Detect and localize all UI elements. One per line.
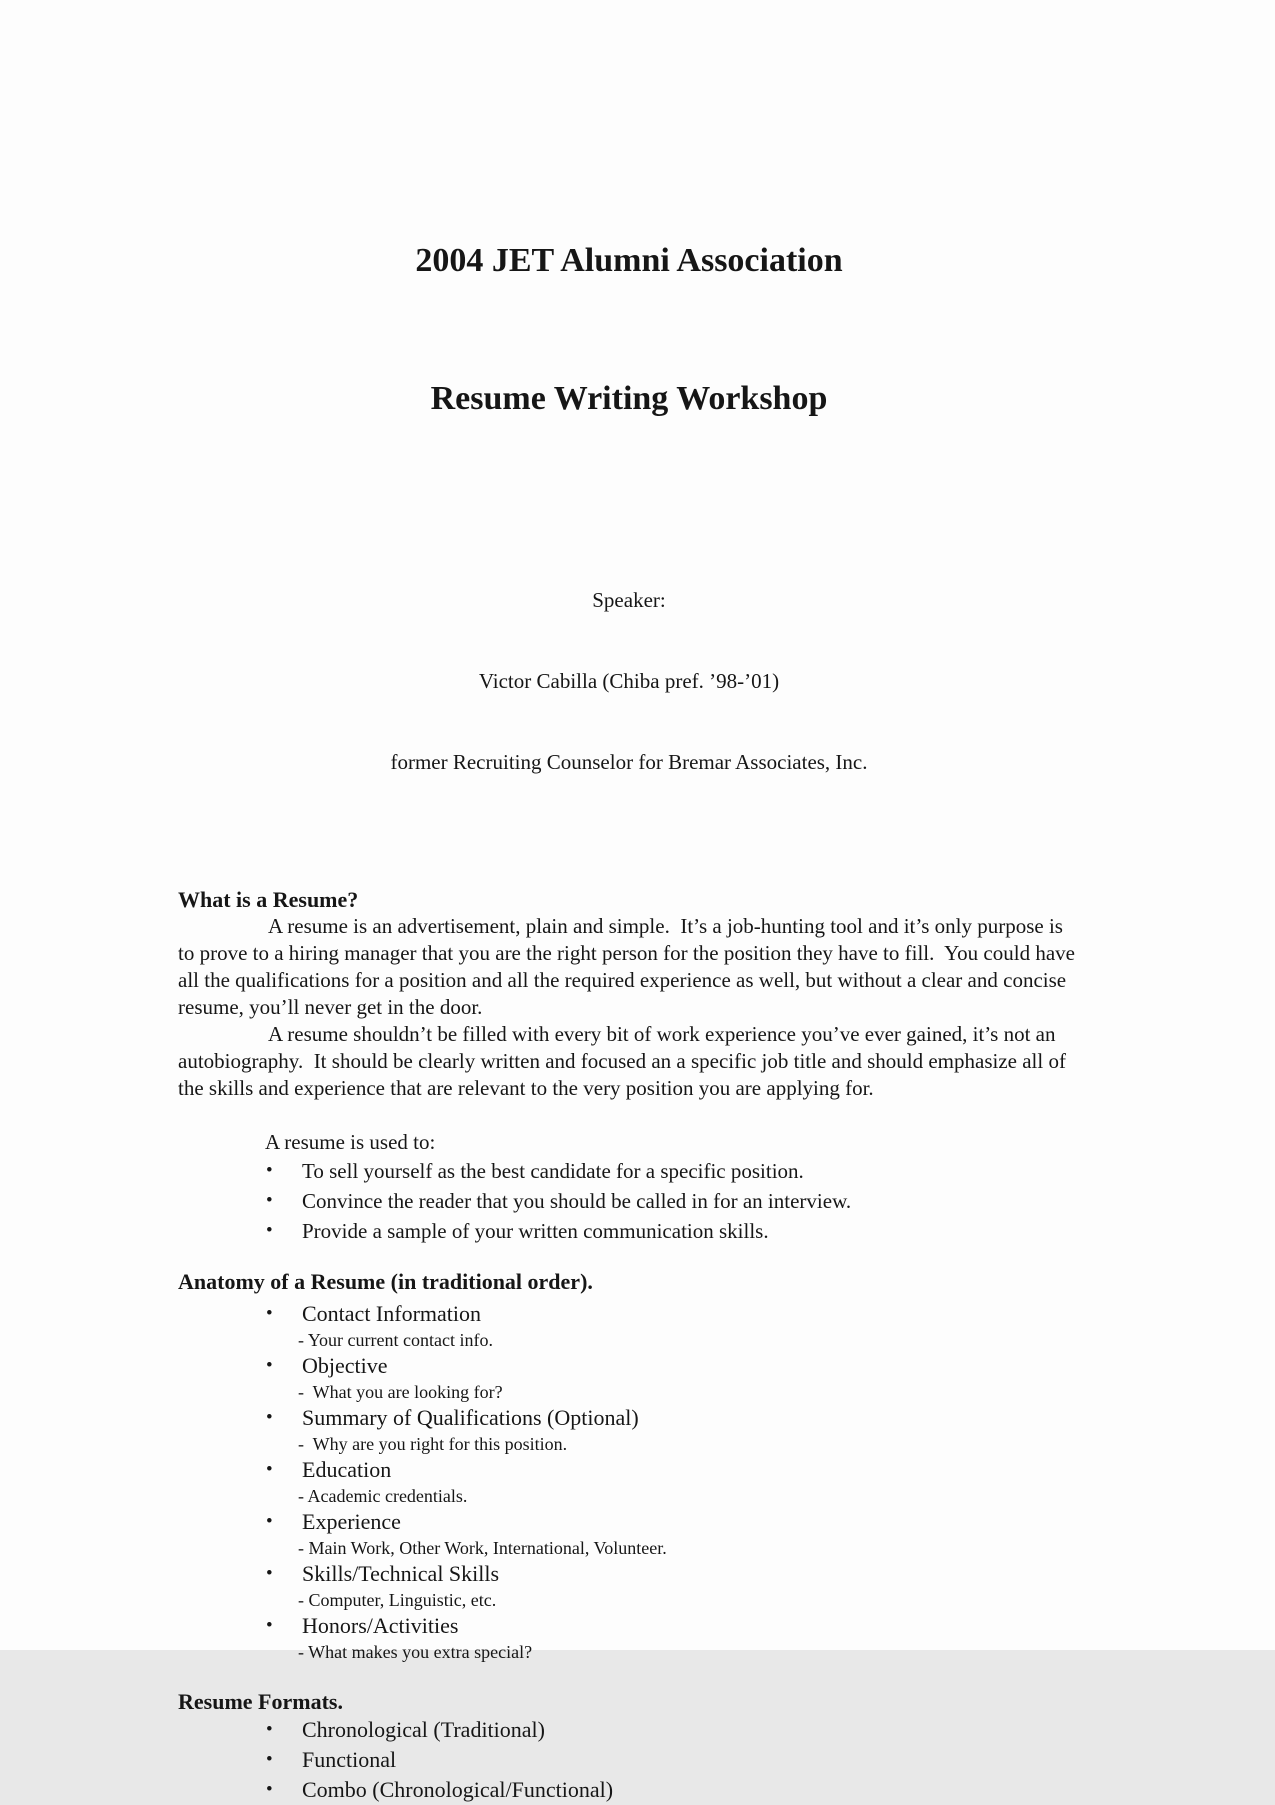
list-item — [178, 1186, 1080, 1216]
anatomy-item-note: - Computer, Linguistic, etc. — [298, 1590, 497, 1610]
used-to-list — [178, 1156, 1080, 1246]
speaker-block — [178, 533, 1080, 830]
bullet-icon: • — [266, 1459, 273, 1480]
bullet-icon: • — [266, 1719, 273, 1740]
document-title-line2: Resume Writing Workshop — [430, 380, 828, 417]
bullet-icon: • — [266, 1563, 273, 1584]
anatomy-item-label: Skills/Technical Skills — [302, 1561, 500, 1586]
anatomy-item-note: - Why are you right for this position. — [298, 1434, 568, 1454]
anatomy-item-label: Education — [302, 1457, 392, 1482]
list-item — [178, 1300, 1080, 1352]
list-item — [178, 1715, 1080, 1745]
bullet-icon: • — [266, 1303, 273, 1324]
list-item — [178, 1352, 1080, 1404]
speaker-name: Victor Cabilla (Chiba pref. ’98-’01) — [478, 669, 780, 693]
anatomy-list — [178, 1300, 1080, 1664]
list-item-label: Functional — [302, 1747, 397, 1772]
list-item — [178, 1216, 1080, 1246]
list-item — [178, 1745, 1080, 1775]
list-item-label: Combo (Chronological/Functional) — [302, 1777, 614, 1802]
formats-list — [178, 1715, 1080, 1805]
anatomy-item — [178, 1456, 1080, 1484]
bullet-icon: • — [266, 1190, 273, 1211]
anatomy-item — [178, 1612, 1080, 1640]
list-item — [178, 1560, 1080, 1612]
anatomy-item-label: Experience — [302, 1509, 401, 1534]
bullet-icon: • — [266, 1615, 273, 1636]
bullet-icon: • — [266, 1407, 273, 1428]
list-item — [178, 1404, 1080, 1456]
list-item — [178, 1156, 1080, 1186]
anatomy-item-note: - Your current contact info. — [298, 1330, 493, 1350]
anatomy-item-note: - Main Work, Other Work, International, Volunteer. — [298, 1538, 667, 1558]
anatomy-item-label: Summary of Qualifications (Optional) — [302, 1405, 639, 1430]
anatomy-item — [178, 1560, 1080, 1588]
bullet-icon: • — [266, 1160, 273, 1181]
document-title — [178, 146, 1080, 514]
paragraph-resume-not-autobiography: A resume shouldn’t be filled with every bit of work experience you’ve ever gained, it’s not an autobiography. It should be clearly written and focused an a specific job title and should emphasize all of the skills and experience that are relevant to the very position you are applying for. — [178, 1022, 1072, 1100]
list-item-label: To sell yourself as the best candidate for a specific position. — [302, 1159, 804, 1183]
speaker-label: Speaker: — [592, 588, 666, 612]
anatomy-item — [178, 1508, 1080, 1536]
bullet-icon: • — [266, 1355, 273, 1376]
anatomy-item-note: - What you are looking for? — [298, 1382, 503, 1402]
bullet-icon: • — [266, 1511, 273, 1532]
bullet-icon: • — [266, 1779, 273, 1800]
anatomy-item-note: - What makes you extra special? — [298, 1642, 533, 1662]
anatomy-item — [178, 1352, 1080, 1380]
section-heading-resume-formats: Resume Formats. — [178, 1689, 343, 1714]
anatomy-item — [178, 1404, 1080, 1432]
anatomy-item-label: Contact Information — [302, 1301, 482, 1326]
anatomy-item-label: Objective — [302, 1353, 388, 1378]
list-item-label: Provide a sample of your written communication skills. — [302, 1219, 769, 1243]
anatomy-item-note: - Academic credentials. — [298, 1486, 468, 1506]
list-item-label: Convince the reader that you should be called in for an interview. — [302, 1189, 852, 1213]
document-title-line1: 2004 JET Alumni Association — [415, 242, 843, 279]
used-to-intro: A resume is used to: — [265, 1130, 436, 1154]
list-item — [178, 1508, 1080, 1560]
list-item — [178, 1456, 1080, 1508]
section-heading-anatomy: Anatomy of a Resume (in traditional order). — [178, 1269, 593, 1294]
bullet-icon: • — [266, 1220, 273, 1241]
anatomy-item — [178, 1300, 1080, 1328]
list-item — [178, 1775, 1080, 1805]
anatomy-item-label: Honors/Activities — [302, 1613, 459, 1638]
speaker-affiliation: former Recruiting Counselor for Bremar Associates, Inc. — [390, 750, 868, 774]
section-heading-what-is-a-resume: What is a Resume? — [178, 887, 359, 912]
bullet-icon: • — [266, 1749, 273, 1770]
list-item-label: Chronological (Traditional) — [302, 1717, 545, 1742]
paragraph-resume-advertisement: A resume is an advertisement, plain and simple. It’s a job-hunting tool and it’s only purpose is to prove to a hiring manager that you are the right person for the position they have to fill. You could have all the qualifications for a position and all the required experience as well, but without a clear and concise resume, you’ll never get in the door. — [178, 914, 1081, 1019]
list-item — [178, 1612, 1080, 1664]
